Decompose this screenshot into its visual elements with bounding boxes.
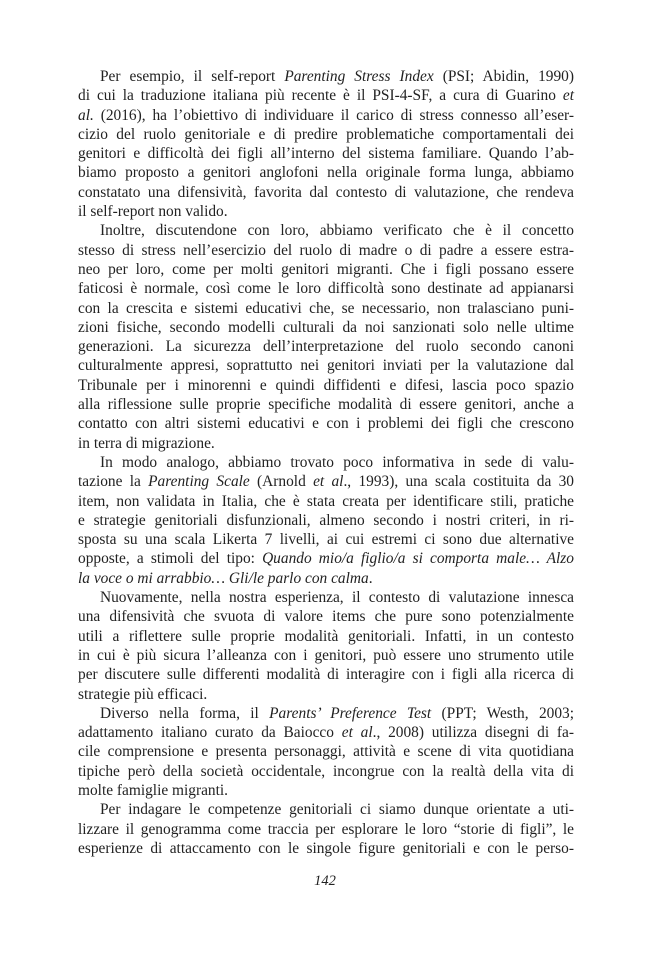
italic-text: la voce o mi arrabbio… Gli/le parlo con calma: [78, 569, 369, 587]
text-line: con la crescita e sistemi educativi che, se necessario, non tralasciano puni-: [78, 299, 574, 317]
italic-text: Parenting Scale: [148, 473, 250, 491]
text-line: in cui è più sicura l’alleanza con i genitori, può essere uno strumento utile: [78, 646, 574, 664]
text-line: esperienze di attaccamento con le singole figure genitoriali e con le perso-: [78, 839, 574, 857]
text-line: lizzare il genogramma come traccia per esplorare le loro “storie di figli”, le: [78, 820, 574, 838]
body-text: [78, 67, 574, 858]
text-line: la voce o mi arrabbio… Gli/le parlo con calma.: [78, 569, 373, 587]
text-line: opposte, a stimoli del tipo: Quando mio/a figlio/a si comporta male… Alzo: [78, 550, 574, 568]
text-line: adattamento italiano curato da Baiocco et al., 2008) utilizza disegni di fa-: [78, 724, 574, 742]
italic-text: et al: [313, 473, 344, 491]
italic-text: al.: [78, 106, 94, 124]
text-line: cile comprensione e presenta personaggi, attività e scene di vita quotidiana: [78, 743, 574, 761]
text-line: contatto con altri sistemi educativi e con i problemi dei figli che crescono: [78, 415, 574, 433]
text-line: faticosi è normale, così come le loro difficoltà sono destinate ad appianarsi: [78, 280, 574, 298]
text-line: di cui la traduzione italiana più recente è il PSI-4-SF, a cura di Guarino et: [78, 87, 574, 105]
paragraph: [78, 588, 574, 704]
text-line: cizio del ruolo genitoriale e di predire problematiche comportamentali dei: [78, 125, 574, 143]
paragraph: [78, 221, 574, 453]
text-line: item, non validata in Italia, che è stata creata per identificare stili, pratiche: [78, 492, 574, 510]
text-line: utili a riflettere sulle proprie modalità genitoriali. Infatti, in un contesto: [78, 627, 574, 645]
italic-text: et: [562, 87, 574, 105]
text-line: alla riflessione sulle proprie specifiche modalità di essere genitori, anche a: [78, 396, 574, 414]
text-line: tazione la Parenting Scale (Arnold et al., 1993), una scala costituita da 30: [78, 473, 574, 491]
text-line: al. (2016), ha l’obiettivo di individuare il carico di stress connesso all’eser-: [78, 106, 574, 124]
text-line: sposta su una scala Likerta 7 livelli, ai cui estremi ci sono due alternative: [78, 531, 574, 549]
text-line: zioni fisiche, secondo modelli culturali da noi sanzionati solo nelle ultime: [78, 318, 574, 336]
italic-text: Parents’ Preference Test: [269, 704, 432, 722]
text-line: Diverso nella forma, il Parents’ Preference Test (PPT; Westh, 2003;: [100, 704, 574, 722]
text-line: molte famiglie migranti.: [78, 781, 229, 799]
paragraph: [78, 800, 574, 858]
paragraph: [78, 704, 574, 800]
text-line: culturalmente appresi, soprattutto nei genitori inviati per la valutazione dal: [78, 357, 574, 375]
paragraph: [78, 67, 574, 221]
italic-text: Quando mio/a figlio/a si comporta male… Alzo: [262, 550, 574, 568]
text-line: In modo analogo, abbiamo trovato poco informativa in sede di valu-: [100, 453, 574, 471]
text-line: Nuovamente, nella nostra esperienza, il contesto di valutazione innesca: [100, 589, 574, 607]
text-line: generazioni. La sicurezza dell’interpretazione del ruolo secondo canoni: [78, 338, 574, 356]
text-line: strategie più efficaci.: [78, 685, 208, 703]
text-line: Tribunale per i minorenni e quindi diffidenti e difesi, lascia poco spazio: [78, 376, 574, 394]
text-line: il self-report non valido.: [78, 203, 228, 221]
text-line: per discutere sulle differenti modalità di interagire con i figli alla ricerca di: [78, 666, 574, 684]
page-number: 142: [314, 873, 336, 889]
italic-text: et al: [341, 724, 373, 742]
paragraph: [78, 453, 574, 588]
text-line: una difensività che svuota di valore items che pure sono potenzialmente: [78, 608, 574, 626]
text-line: neo per loro, come per molti genitori migranti. Che i figli possano essere: [78, 260, 574, 278]
text-line: Per indagare le competenze genitoriali ci siamo dunque orientate a uti-: [100, 801, 574, 819]
italic-text: Parenting Stress Index: [284, 68, 434, 85]
text-line: Per esempio, il self-report Parenting Stress Index (PSI; Abidin, 1990): [100, 68, 574, 85]
text-line: genitori e difficoltà dei figli all’interno del sistema familiare. Quando l’ab-: [78, 145, 574, 163]
text-line: biamo proposto a genitori anglofoni nella originale forma lunga, abbiamo: [78, 164, 574, 182]
text-line: Inoltre, discutendone con loro, abbiamo verificato che è il concetto: [100, 222, 574, 240]
text-line: tipiche però della società occidentale, incongrue con la realtà della vita di: [78, 762, 574, 780]
text-line: constatato una difensività, favorita dal contesto di valutazione, che rendeva: [78, 183, 574, 201]
text-line: in terra di migrazione.: [78, 434, 215, 452]
text-line: e strategie genitoriali disfunzionali, almeno secondo i nostri criteri, in ri-: [78, 511, 574, 529]
text-line: stesso di stress nell’esercizio del ruolo di madre o di padre a essere estra-: [78, 241, 574, 259]
